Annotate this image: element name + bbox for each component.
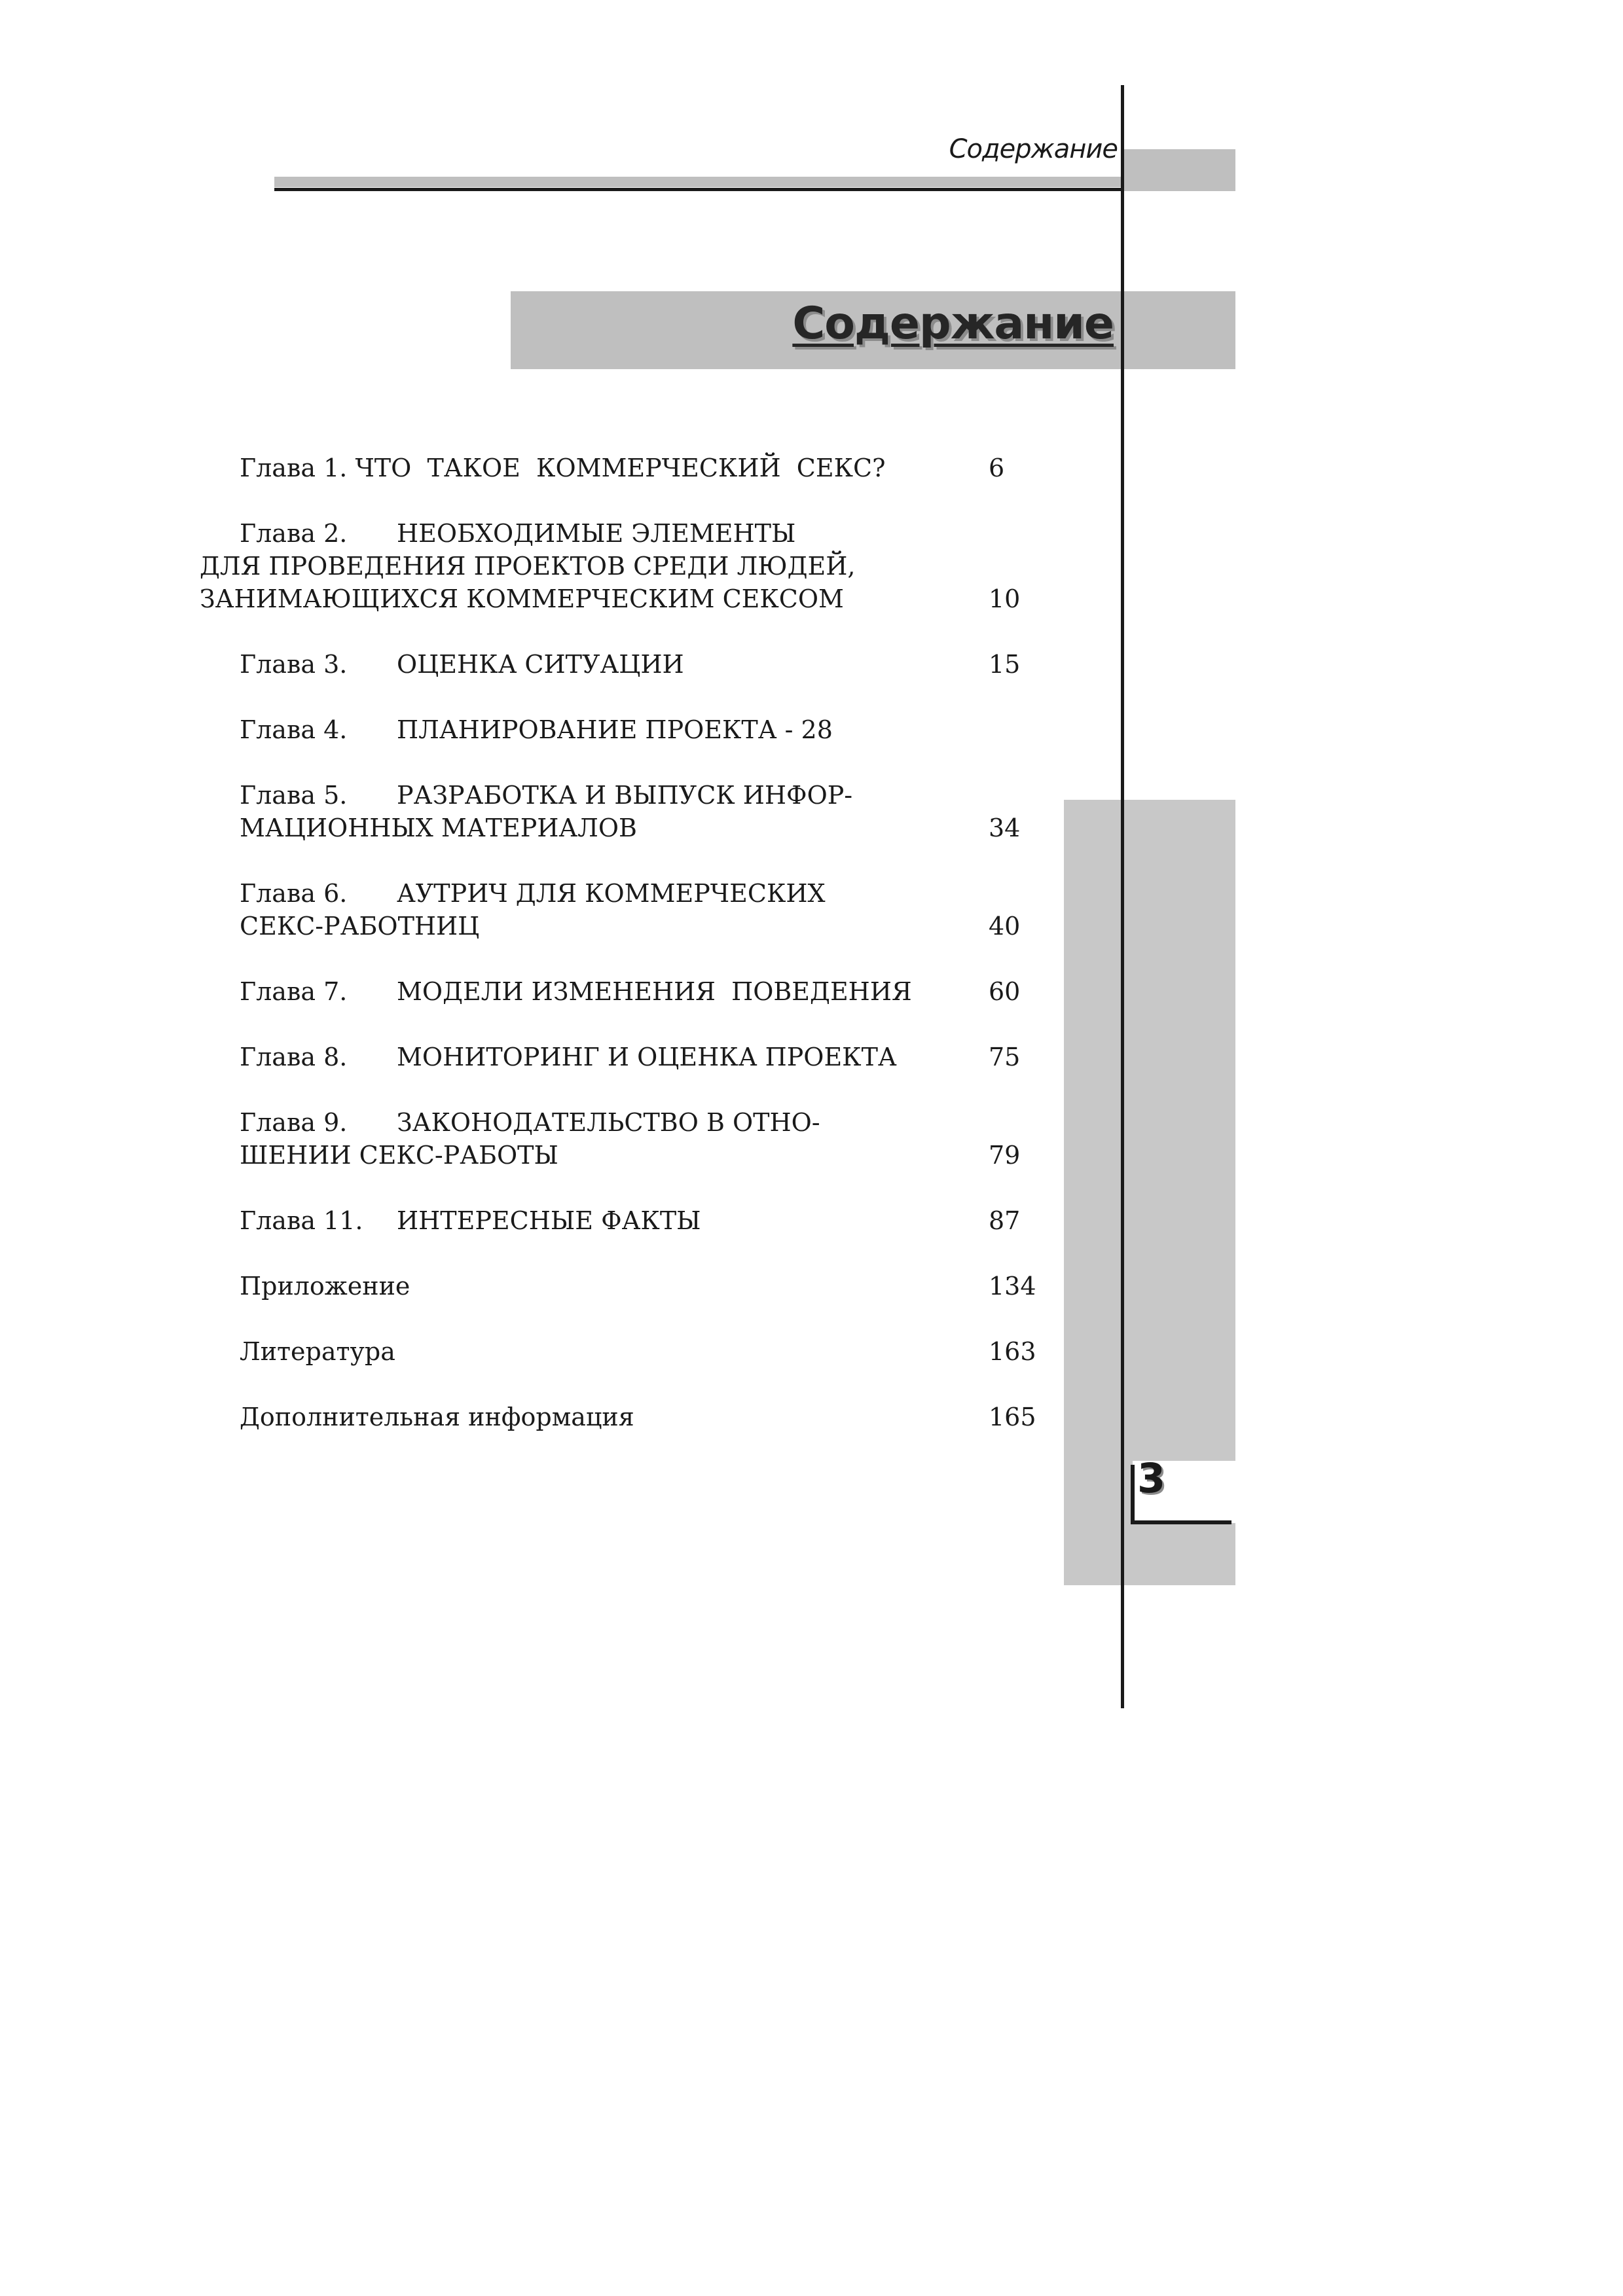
toc-entry-11-title: ИНТЕРЕСНЫЕ ФАКТЫ [397, 1206, 701, 1235]
toc-entry-appendix-page: 134 [989, 1272, 1036, 1300]
page-number: 3 [1137, 1454, 1166, 1502]
toc-entry-11-page: 87 [989, 1206, 1021, 1235]
page-title: Содержание [792, 298, 1114, 350]
toc-entry-9-page: 79 [989, 1141, 1021, 1170]
toc-entry-literature-page: 163 [989, 1337, 1036, 1366]
vertical-rule [1121, 85, 1124, 1708]
toc-entry-4-label: Глава 4. [240, 715, 348, 744]
toc-entry-3-page: 15 [989, 650, 1021, 679]
toc-entry-11-label: Глава 11. [240, 1206, 363, 1235]
toc-entry-6-page: 40 [989, 912, 1021, 941]
toc-entry-6-title-line-2: СЕКС-РАБОТНИЦ [240, 912, 480, 941]
toc-entry-7-title: МОДЕЛИ ИЗМЕНЕНИЯ ПОВЕДЕНИЯ [397, 977, 912, 1006]
toc-entry-1-label: Глава 1. [240, 454, 348, 482]
toc-entry-2-label: Глава 2. [240, 519, 348, 548]
toc-entry-1-page: 6 [989, 454, 1005, 482]
toc-entry-4-title: ПЛАНИРОВАНИЕ ПРОЕКТА - 28 [397, 715, 833, 744]
toc-entry-6-title-line-1: АУТРИЧ ДЛЯ КОММЕРЧЕСКИХ [397, 879, 826, 908]
toc-entry-5-title-line-2: МАЦИОННЫХ МАТЕРИАЛОВ [240, 814, 637, 842]
toc-entry-2-title-line-2: ДЛЯ ПРОВЕДЕНИЯ ПРОЕКТОВ СРЕДИ ЛЮДЕЙ, [200, 552, 856, 581]
toc-entry-9-label: Глава 9. [240, 1108, 348, 1137]
header-rule [274, 188, 1235, 191]
toc-entry-5-label: Глава 5. [240, 781, 348, 810]
toc-entry-8-page: 75 [989, 1043, 1021, 1071]
toc-entry-1-text [240, 452, 885, 484]
toc-entry-2-page: 10 [989, 584, 1021, 613]
toc-entry-additional-info-title: Дополнительная информация [240, 1403, 634, 1431]
toc-entry-8-label: Глава 8. [240, 1043, 348, 1071]
toc-entry-literature-title: Литература [240, 1337, 395, 1366]
toc-entry-5-title-line-1: РАЗРАБОТКА И ВЫПУСК ИНФОР- [397, 781, 853, 810]
toc-entry-2-title-line-1: НЕОБХОДИМЫЕ ЭЛЕМЕНТЫ [397, 519, 796, 548]
toc-entry-1-title: ЧТО ТАКОЕ КОММЕРЧЕСКИЙ СЕКС? [355, 454, 886, 482]
toc-entry-9-title-line-2: ШЕНИИ СЕКС-РАБОТЫ [240, 1141, 558, 1170]
header-gray-block [1123, 149, 1235, 191]
toc-entry-9-title-line-1: ЗАКОНОДАТЕЛЬСТВО В ОТНО- [397, 1108, 820, 1137]
toc-entry-7-page: 60 [989, 977, 1021, 1006]
running-header: Содержание [949, 134, 1118, 164]
page-number-bracket-vertical [1131, 1465, 1135, 1524]
header-gray-bar [274, 177, 1235, 187]
toc-entry-5-page: 34 [989, 814, 1021, 842]
toc-entry-6-label: Глава 6. [240, 879, 348, 908]
toc-entry-8-title: МОНИТОРИНГ И ОЦЕНКА ПРОЕКТА [397, 1043, 897, 1071]
toc-entry-3-label: Глава 3. [240, 650, 348, 679]
toc-entry-appendix-title: Приложение [240, 1272, 410, 1300]
toc-entry-additional-info-page: 165 [989, 1403, 1036, 1431]
toc-entry-7-label: Глава 7. [240, 977, 348, 1006]
toc-entry-3-title: ОЦЕНКА СИТУАЦИИ [397, 650, 684, 679]
page-number-bracket-horizontal [1131, 1520, 1231, 1524]
toc-entry-2-title-line-3: ЗАНИМАЮЩИХСЯ КОММЕРЧЕСКИМ СЕКСОМ [200, 584, 844, 613]
